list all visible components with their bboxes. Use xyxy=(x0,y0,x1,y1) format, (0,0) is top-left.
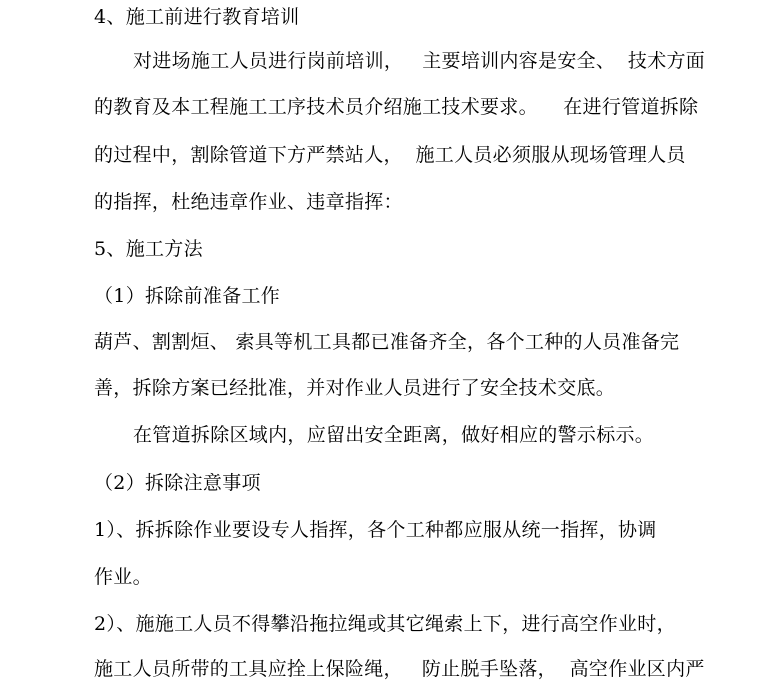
paragraph-line: 善，拆除方案已经批准，并对作业人员进行了安全技术交底。 xyxy=(94,377,616,399)
paragraph-line: 对进场施工人员进行岗前培训， 主要培训内容是安全、 技术方面 xyxy=(133,50,706,72)
paragraph-line: 作业。 xyxy=(94,566,152,588)
section-heading-methods: 5、施工方法 xyxy=(94,238,203,260)
paragraph-line: 1）、拆拆除作业要设专人指挥，各个工种都应服从统一指挥，协调 xyxy=(94,519,657,541)
section-heading-education: 4、施工前进行教育培训 xyxy=(94,6,300,28)
paragraph-line: 在管道拆除区域内，应留出安全距离，做好相应的警示标示。 xyxy=(133,424,655,446)
paragraph-line: 葫芦、割割烜、 索具等机工具都已准备齐全，各个工种的人员准备完 xyxy=(94,331,680,353)
subsection-heading-precautions: （2）拆除注意事项 xyxy=(94,472,261,494)
paragraph-line: 的过程中，割除管道下方严禁站人， 施工人员必须服从现场管理人员 xyxy=(94,144,686,166)
paragraph-line: 的指挥，杜绝违章作业、违章指挥： xyxy=(94,191,403,213)
subsection-heading-preparation: （1）拆除前准备工作 xyxy=(94,285,281,307)
paragraph-line: 2）、施施工人员不得攀沿拖拉绳或其它绳索上下，进行高空作业时， xyxy=(94,613,676,635)
paragraph-line: 施工人员所带的工具应拴上保险绳， 防止脱手坠落， 高空作业区内严 xyxy=(94,658,705,680)
paragraph-line: 的教育及本工程施工工序技术员介绍施工技术要求。 在进行管道拆除 xyxy=(94,96,699,118)
